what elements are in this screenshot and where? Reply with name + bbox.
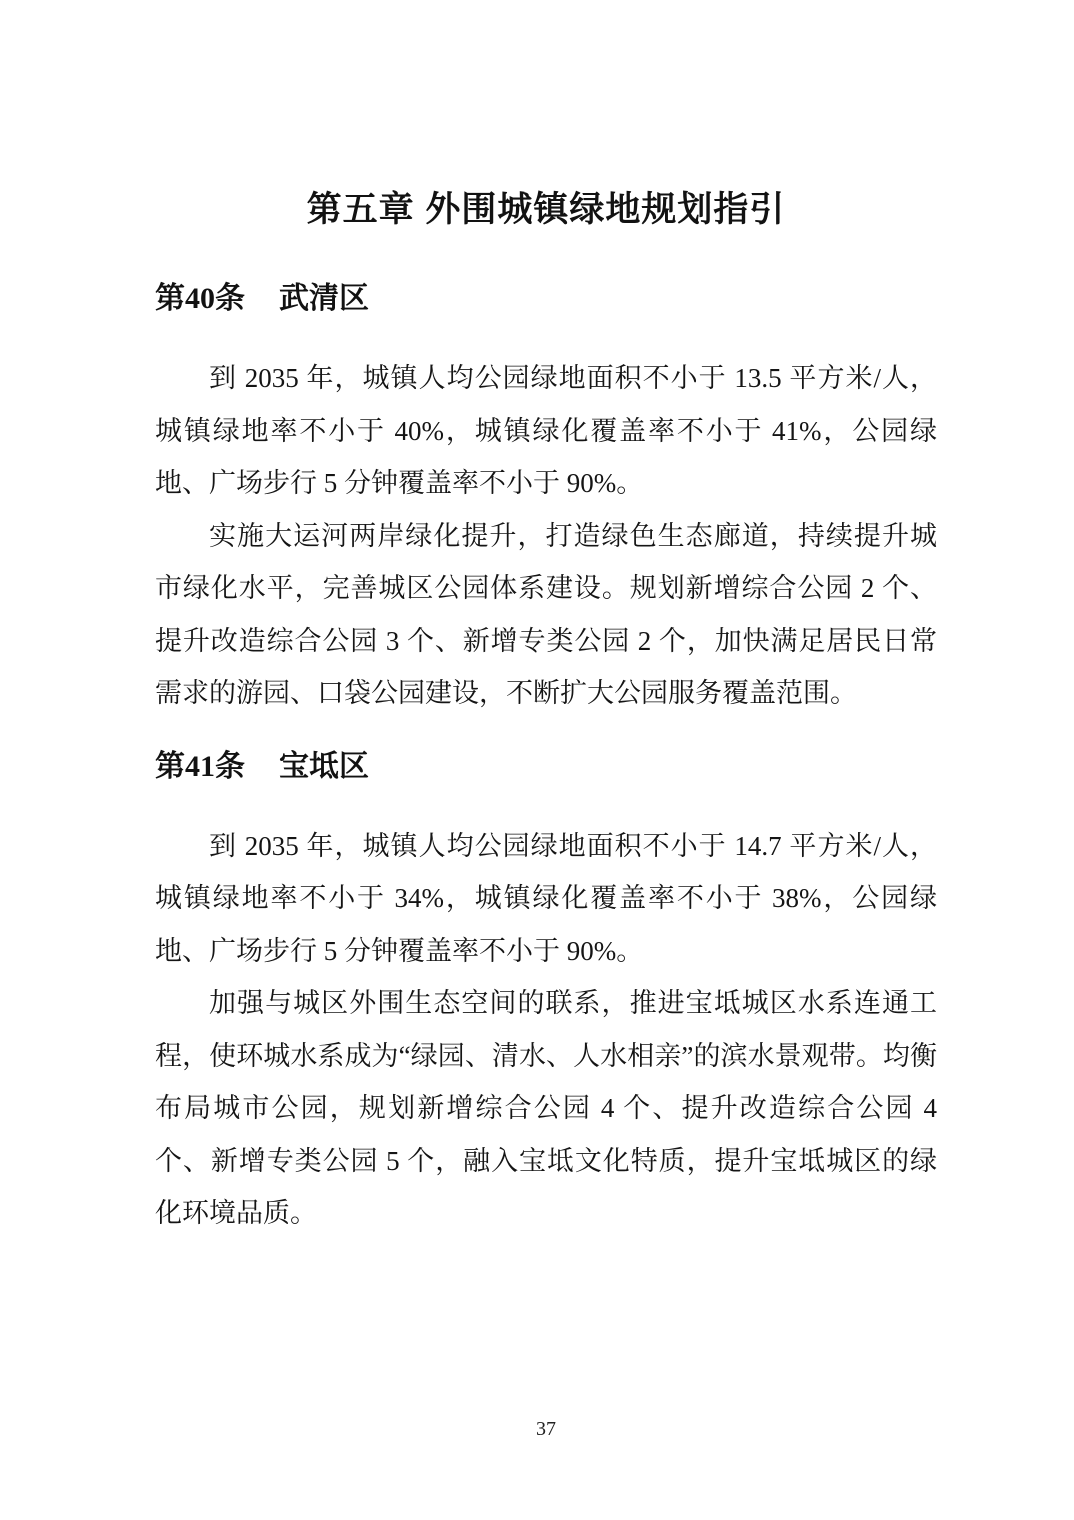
section-number: 第40条 [155,282,245,315]
section-heading-article-41 [155,748,937,786]
paragraph-wuqing-measures: 实施大运河两岸绿化提升，打造绿色生态廊道，持续提升城市绿化水平，完善城区公园体系建设。规划新增综合公园 2 个、提升改造综合公园 3 个、新增专类公园 2 个，加快满足居民日常需求的游园、口袋公园建设，不断扩大公园服务覆盖范围。 [155,520,937,708]
document-content [155,0,937,1240]
page-number: 37 [536,1418,556,1440]
paragraph-baodi-measures: 加强与城区外围生态空间的联系，推进宝坻城区水系连通工程，使环城水系成为“绿园、清水、人水相亲”的滨水景观带。均衡布局城市公园，规划新增综合公园 4 个、提升改造综合公园 4 个、新增专类公园 5 个，融入宝坻文化特质，提升宝坻城区的绿化环境品质。 [155,988,937,1228]
chapter-title: 第五章 外围城镇绿地规划指引 [306,190,786,229]
paragraph-wuqing-targets: 到 2035 年，城镇人均公园绿地面积不小于 13.5 平方米/人，城镇绿地率不小于 40%，城镇绿化覆盖率不小于 41%，公园绿地、广场步行 5 分钟覆盖率不小于 90%。 [155,363,937,498]
section-name: 宝坻区 [279,749,369,783]
section-heading-article-40 [155,280,937,318]
paragraph-baodi-targets: 到 2035 年，城镇人均公园绿地面积不小于 14.7 平方米/人，城镇绿地率不小于 34%，城镇绿化覆盖率不小于 38%，公园绿地、广场步行 5 分钟覆盖率不小于 90%。 [155,830,937,966]
section-number: 第41条 [155,749,245,783]
section-name: 武清区 [279,282,369,315]
